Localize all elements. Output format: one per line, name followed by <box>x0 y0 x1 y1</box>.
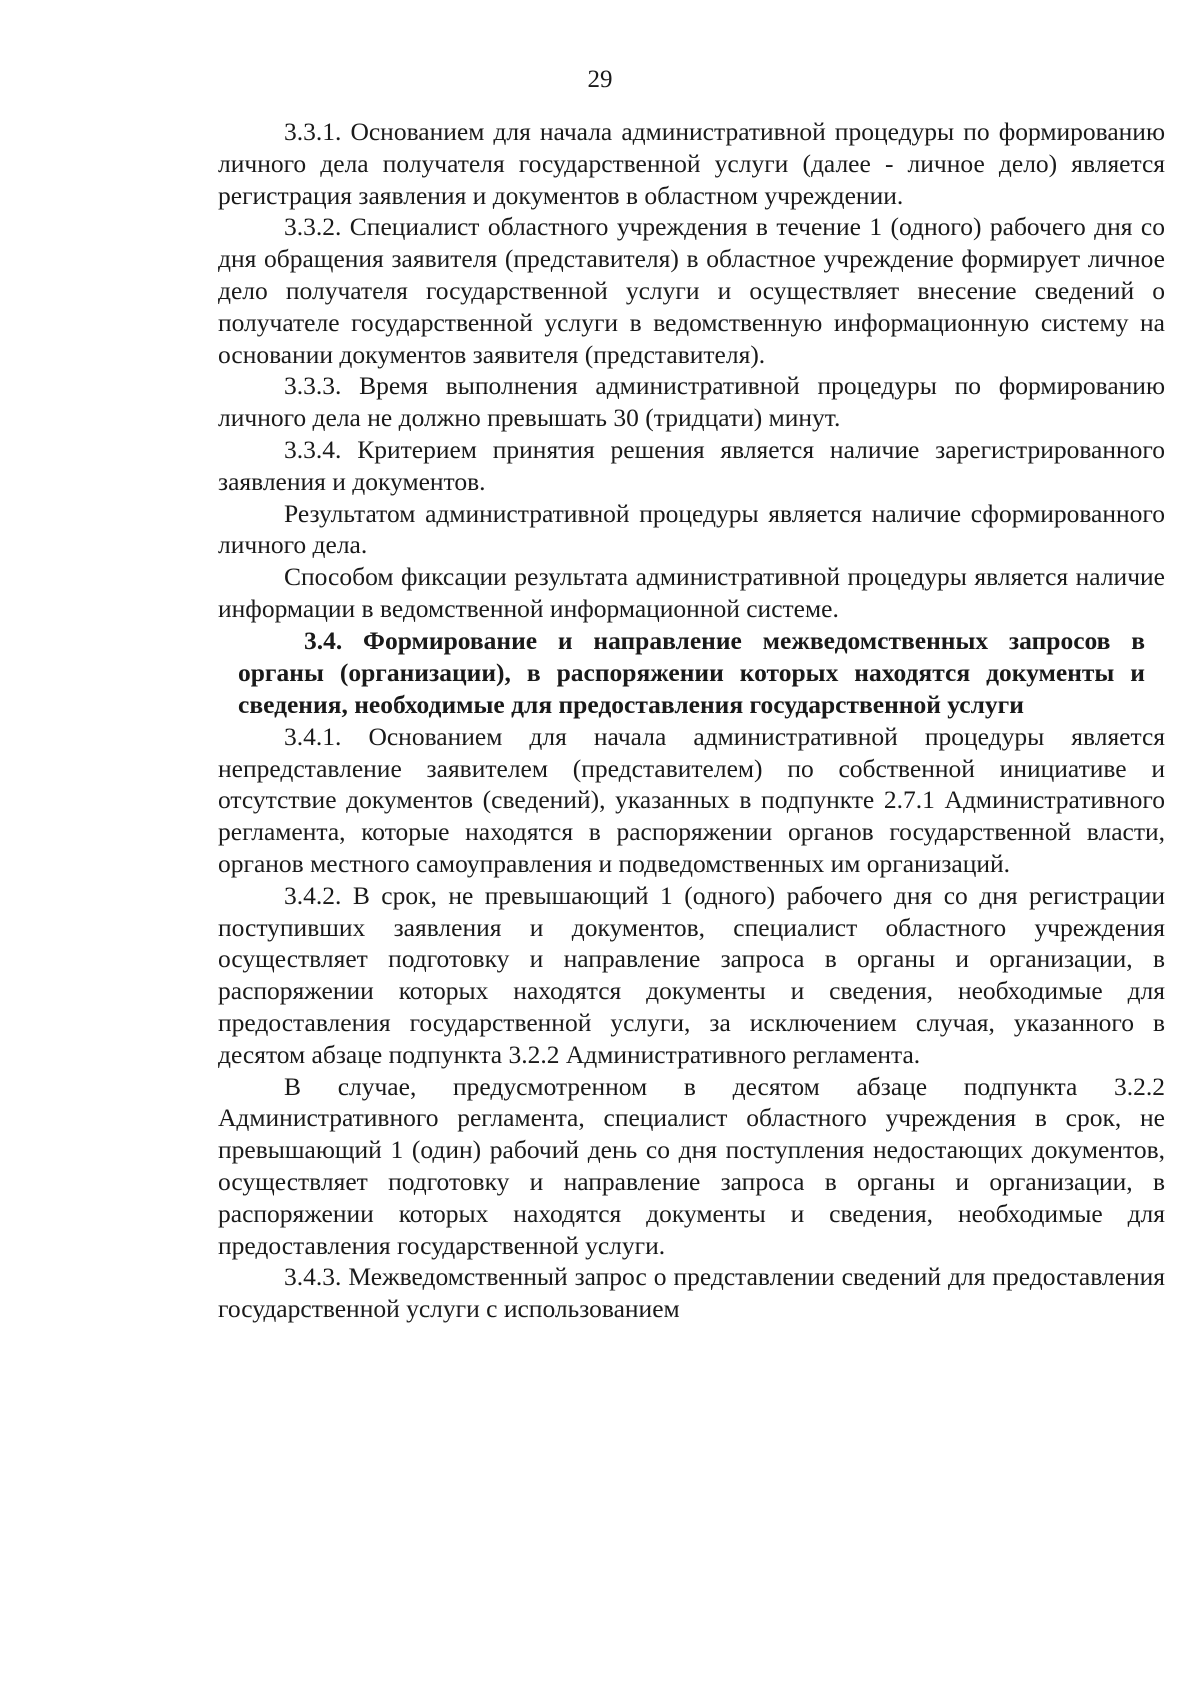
paragraph-3-4-1: 3.4.1. Основанием для начала административной процедуры является непредставление заявителем (представителем) по собственной инициативе и отсутствие документов (сведений), указанных в подпункте 2.7.1 Административного регламента, которые находятся в распоряжении органов государственной власти, органов местного самоуправления и подведомственных им организаций. <box>218 721 1165 878</box>
paragraph-3-4-3: 3.4.3. Межведомственный запрос о представлении сведений для предоставления государственной услуги с использованием <box>218 1262 1165 1324</box>
paragraph-fixation: Способом фиксации результата административной процедуры является наличие информации в ведомственной информационной системе. <box>218 562 1165 623</box>
paragraph-3-4-2: 3.4.2. В срок, не превышающий 1 (одного) рабочего дня со дня регистрации поступивших заявления и документов, специалист областного учреждения осуществляет подготовку и направление запроса в органы и организации, в распоряжении которых находятся документы и сведения, необходимые для предоставления государственной услуги, за исключением случая, указанного в десятом абзаце подпункта 3.2.2 Административного регламента. <box>218 880 1165 1069</box>
section-heading-3-4: 3.4. Формирование и направление межведомственных запросов в органы (организации), в распоряжении которых находятся документы и сведения, необходимые для предоставления государственной услуги <box>238 625 1145 719</box>
page-number: 29 <box>587 66 613 93</box>
paragraph-3-3-2: 3.3.2. Специалист областного учреждения в течение 1 (одного) рабочего дня со дня обращения заявителя (представителя) в областное учреждение формирует личное дело получателя государственной услуги и осуществляет внесение сведений о получателе государственной услуги в ведомственную информационную систему на основании документов заявителя (представителя). <box>218 212 1165 369</box>
paragraph-result: Результатом административной процедуры является наличие сформированного личного дела. <box>218 498 1165 560</box>
paragraph-3-3-3: 3.3.3. Время выполнения административной процедуры по формированию личного дела не должно превышать 30 (тридцати) минут. <box>218 371 1165 433</box>
paragraph-3-3-1: 3.3.1. Основанием для начала административной процедуры по формированию личного дела получателя государственной услуги (далее - личное дело) является регистрация заявления и документов в областном учреждении. <box>218 117 1165 210</box>
paragraph-3-3-4: 3.3.4. Критерием принятия решения является наличие зарегистрированного заявления и документов. <box>218 434 1165 496</box>
document-body <box>218 116 1165 1325</box>
paragraph-case: В случае, предусмотренном в десятом абзаце подпункта 3.2.2 Административного регламента, специалист областного учреждения в срок, не превышающий 1 (один) рабочий день со дня поступления недостающих документов, осуществляет подготовку и направление запроса в органы и организации, в распоряжении которых находятся документы и сведения, необходимые для предоставления государственной услуги. <box>218 1071 1165 1260</box>
